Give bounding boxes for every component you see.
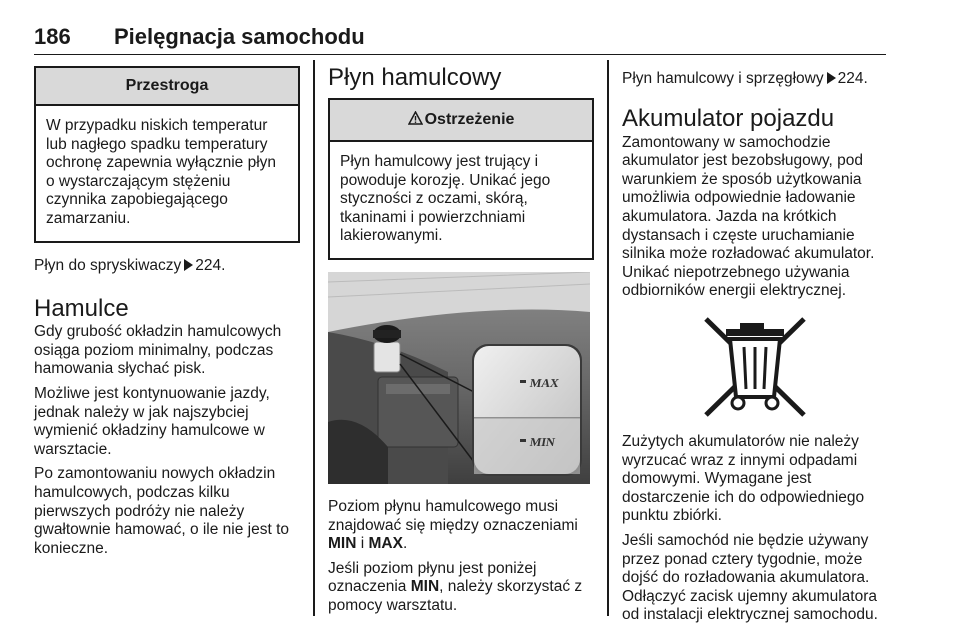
min-mark: MIN (328, 535, 357, 553)
reference-triangle-icon (184, 259, 193, 271)
washer-fluid-reference[interactable] (34, 257, 300, 276)
battery-storage-paragraph: Jeśli samochód nie będzie używany przez ponad cztery tygodnie, może dojść do rozładowania akumulatora. Odłączyć zacisk ujemny akumulatora od instalacji elektrycznej samochodu. (622, 531, 878, 624)
warning-title: Ostrzeżenie (424, 111, 515, 128)
warning-icon (408, 111, 423, 125)
brakes-paragraph: Gdy grubość okładzin hamulcowych osiąga poziom minimalny, podczas hamowania słychać pisk. (34, 323, 282, 378)
brake-fluid-heading: Płyn hamulcowy (328, 64, 502, 91)
warning-box (328, 98, 594, 260)
brakes-heading: Hamulce (34, 295, 129, 323)
battery-disposal-paragraph: Zużytych akumulatorów nie należy wyrzucać wraz z innymi odpadami domowymi. Wymagane jest dostarczenie ich do odpowiedniego punktu zbiórki. (622, 432, 865, 525)
column-right (622, 60, 888, 625)
reference-text: Płyn do spryskiwaczy (34, 256, 182, 274)
min-mark-label: MIN (528, 434, 556, 449)
warning-header (330, 100, 592, 142)
brake-fluid-reservoir-photo (328, 272, 590, 484)
warning-text: Płyn hamulcowy jest trujący i powoduje korozję. Unikać jego styczności z oczami, skórą, tkaninami i powierzchniami lakierowanymi. (340, 153, 551, 245)
page-header (34, 24, 886, 55)
column-divider (313, 60, 315, 616)
battery-heading: Akumulator pojazdu (622, 104, 835, 132)
brakes-paragraph: Możliwe jest kontynuowanie jazdy, jednak należy w jak najszybciej wymienić okładziny hamulcowe w warsztacie. (34, 384, 270, 458)
caution-text: W przypadku niskich temperatur lub nagłego spadku temperatury ochronę zapewnia wyłącznie płyn o wystarczającym stężeniu czynnika zapobiegającego zamarzaniu. (46, 117, 277, 227)
page-title: Pielęgnacja samochodu (114, 24, 365, 49)
column-middle (328, 60, 594, 616)
max-mark-label: MAX (528, 375, 560, 390)
disposal-symbol (622, 315, 888, 423)
max-mark: MAX (368, 535, 403, 553)
low-level-paragraph: Jeśli poziom płynu jest poniżej oznaczenia MIN, należy skorzystać z pomocy warsztatu. (328, 559, 583, 614)
clutch-fluid-reference[interactable] (622, 70, 888, 89)
reference-page: 224. (837, 70, 868, 87)
reference-page: 224. (195, 256, 226, 274)
crossed-bin-icon (700, 315, 810, 419)
column-left (34, 60, 300, 558)
reference-triangle-icon (827, 72, 836, 84)
column-divider (607, 60, 609, 616)
brakes-paragraph: Po zamontowaniu nowych okładzin hamulcowych, podczas kilku pierwszych podróży nie należy gwałtownie hamować, o ile nie jest to konieczne. (34, 465, 290, 557)
caution-title: Przestroga (36, 68, 298, 106)
reference-text: Płyn hamulcowy i sprzęgłowy (622, 70, 824, 87)
caution-box (34, 66, 300, 243)
battery-paragraph: Zamontowany w samochodzie akumulator jest bezobsługowy, pod warunkiem że sposób użytkowania umożliwia odpowiednie ładowanie akumulatora. Jazda na krótkich dystansach i częste uruchamianie silnika może rozładować akumulator. Unikać niepotrzebnego używania odbiorników energii elektrycznej. (622, 133, 875, 300)
min-mark: MIN (410, 578, 440, 596)
level-paragraph: Poziom płynu hamulcowego musi znajdować się między oznaczeniami MIN i MAX. (328, 497, 578, 553)
page-number: 186 (34, 24, 71, 49)
